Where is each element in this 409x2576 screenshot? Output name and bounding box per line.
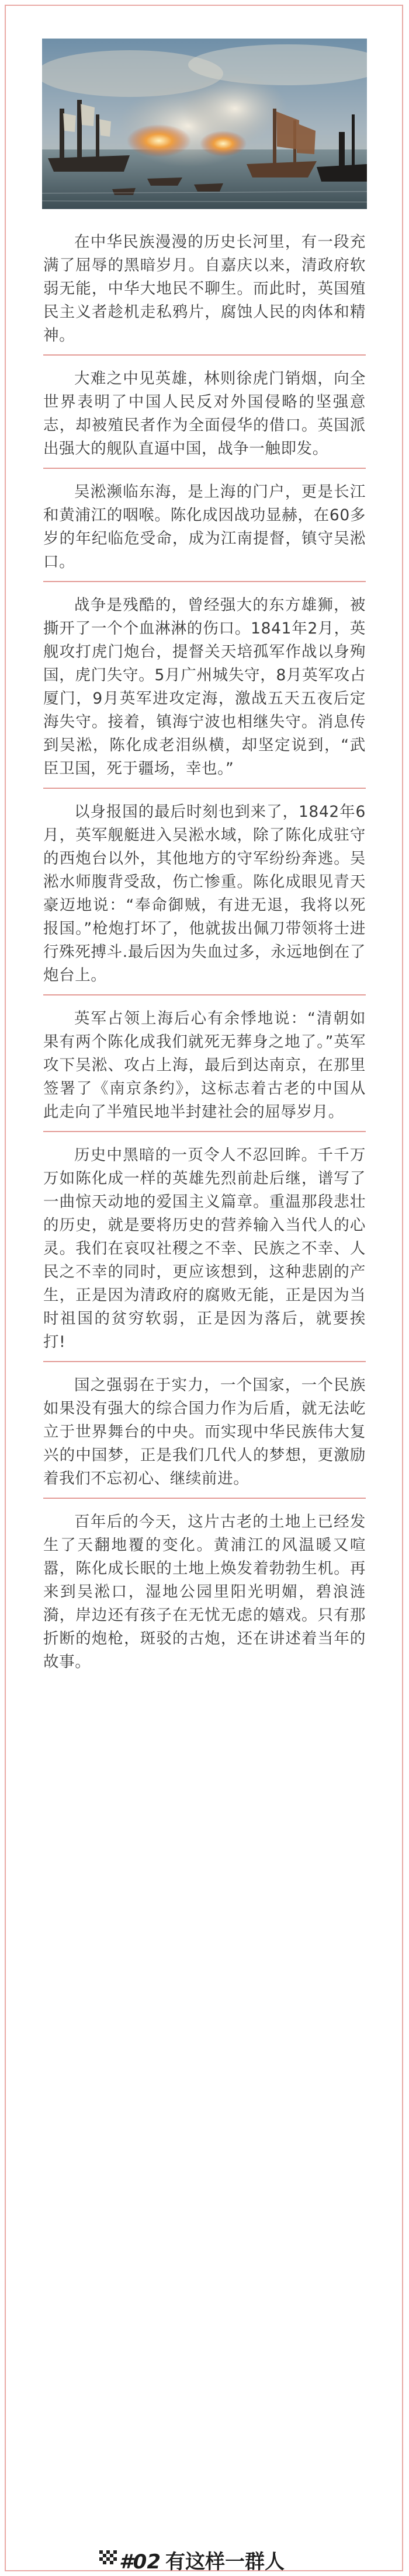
paragraph: 以身报国的最后时刻也到来了，1842年6月，英军舰艇进入吴淞水域，除了陈化成驻守的西炮台以外，其他地方的守军纷纷奔逃。吴淞水师腹背受敌，伤亡惨重。陈化成眼见青天豪迈地说：“奉命御贼，有进无退，我将以死报国。”枪炮打坏了，他就拔出佩刀带领将士进行殊死搏斗.最后因为失血过多，永远地倒在了炮台上。 <box>43 803 366 984</box>
paragraph-divider <box>43 581 366 582</box>
paragraph: 英军占领上海后心有余悸地说：“清朝如果有两个陈化成我们就死无葬身之地了。”英军攻下吴淞、攻占上海，最后到达南京，在那里签署了《南京条约》，这标志着古老的中国从此走向了半殖民地半封建社会的屈辱岁月。 <box>43 1009 366 1121</box>
paragraph: 吴淞濒临东海，是上海的门户，更是长江和黄浦江的咽喉。陈化成因战功显赫，在60多岁的年纪临危受命，成为江南提督，镇守吴淞口。 <box>43 483 366 571</box>
paragraph-divider <box>43 468 366 469</box>
paragraph-divider <box>43 1361 366 1362</box>
paragraph-divider <box>43 1498 366 1499</box>
paragraph: 国之强弱在于实力，一个国家，一个民族如果没有强大的综合国力作为后盾，就无法屹立于世界舞台的中央。而实现中华民族伟大复兴的中国梦，正是我们几代人的梦想，更激励着我们不忘初心、继续前进。 <box>43 1376 366 1488</box>
flag-icon <box>99 2550 117 2567</box>
hero-image <box>42 39 367 209</box>
paragraph: 在中华民族漫漫的历史长河里，有一段充满了屈辱的黑暗岁月。自嘉庆以来，清政府软弱无能，中华大地民不聊生。而此时，英国殖民主义者趁机走私鸦片，腐蚀人民的肉体和精神。 <box>43 233 366 344</box>
paragraph-divider <box>43 994 366 995</box>
paragraph: 大难之中见英雄，林则徐虎门销烟，向全世界表明了中国人民反对外国侵略的坚强意志，却被殖民者作为全面侵华的借口。英国派出强大的舰队直逼中国，战争一触即发。 <box>43 370 366 458</box>
paragraph-divider <box>43 354 366 356</box>
section-title <box>119 2546 285 2574</box>
paragraph: 战争是残酷的，曾经强大的东方雄狮，被撕开了一个个血淋淋的伤口。1841年2月，英舰攻打虎门炮台，提督关天培孤军作战以身殉国，虎门失守。5月广州城失守，8月英军攻占厦门，9月英军进攻定海，激战五天五夜后定海失守。接着，镇海宁波也相继失守。消息传到吴淞，陈化成老泪纵横，却坚定说到，“武臣卫国，死于疆场，幸也。” <box>43 596 366 778</box>
section-header <box>0 2540 409 2576</box>
paragraph: 历史中黑暗的一页令人不忍回眸。千千万万如陈化成一样的英雄先烈前赴后继，谱写了一曲惊天动地的爱国主义篇章。重温那段悲壮的历史，就是要将历史的营养输入当代人的心灵。我们在哀叹社稷之不幸、民族之不幸、人民之不幸的同时，更应该想到，这种悲剧的产生，正是因为清政府的腐败无能，正是因为当时祖国的贫穷软弱，正是因为落后，就要挨打! <box>43 1146 366 1351</box>
section-title-text: 有这样一群人 <box>165 2550 285 2574</box>
paragraph: 百年后的今天，这片古老的土地上已经发生了天翻地覆的变化。黄浦江的风温暖又喧嚣，陈化成长眠的土地上焕发着勃勃生机。再来到吴淞口，湿地公园里阳光明媚，碧浪涟漪，岸边还有孩子在无忧无虑的嬉戏。只有那折断的炮枪，斑驳的古炮，还在讲述着当年的故事。 <box>43 1513 366 1671</box>
paragraph-divider <box>43 788 366 789</box>
article-body <box>43 231 366 1674</box>
section-number: #02 <box>119 2550 161 2574</box>
paragraph-divider <box>43 1131 366 1132</box>
